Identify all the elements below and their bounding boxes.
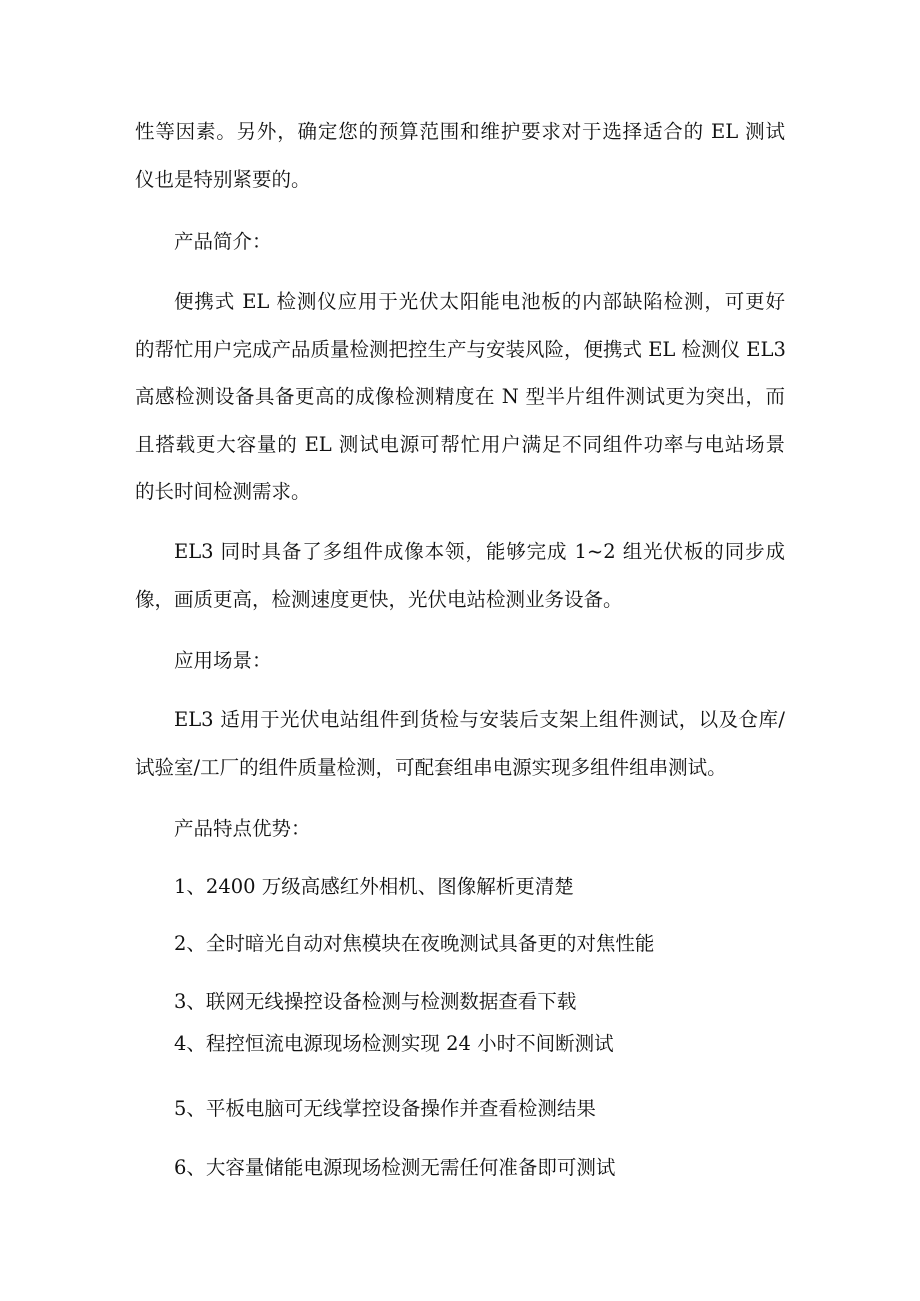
feature-item-1: 1、2400 万级高感红外相机、图像解析更清楚: [174, 875, 574, 898]
heading-features: 产品特点优势：: [174, 817, 311, 840]
feature-item-2: 2、全时暗光自动对焦模块在夜晚测试具备更的对焦性能: [174, 932, 655, 955]
paragraph-scenarios-line-2: 试验室/工厂的组件质量检测，可配套组串电源实现多组件组串测试。: [135, 756, 727, 779]
feature-item-4: 4、程控恒流电源现场检测实现 24 小时不间断测试: [174, 1032, 614, 1055]
paragraph-product-intro-line-5: 的长时间检测需求。: [135, 480, 311, 503]
paragraph-product-intro-line-4: 且搭载更大容量的 EL 测试电源可帮忙用户满足不同组件功率与电站场景: [135, 433, 785, 456]
paragraph-product-intro-line-1: 便携式 EL 检测仪应用于光伏太阳能电池板的内部缺陷检测，可更好: [174, 290, 785, 313]
heading-scenarios: 应用场景：: [174, 649, 272, 672]
feature-item-5: 5、平板电脑可无线掌控设备操作并查看检测结果: [174, 1097, 596, 1120]
paragraph-scenarios-line-1: EL3 适用于光伏电站组件到货检与安装后支架上组件测试，以及仓库/: [174, 708, 785, 731]
feature-item-3: 3、联网无线操控设备检测与检测数据查看下载: [174, 990, 577, 1013]
feature-item-6: 6、大容量储能电源现场检测无需任何准备即可测试: [174, 1156, 616, 1179]
paragraph-intro-line-1: 性等因素。另外，确定您的预算范围和维护要求对于选择适合的 EL 测试: [135, 120, 785, 143]
paragraph-product-intro-line-3: 高感检测设备具备更高的成像检测精度在 N 型半片组件测试更为突出，而: [135, 385, 785, 408]
paragraph-multi-imaging-line-2: 像，画质更高，检测速度更快，光伏电站检测业务设备。: [135, 588, 623, 611]
heading-product-intro: 产品简介：: [174, 230, 272, 253]
paragraph-intro-line-2: 仪也是特别紧要的。: [135, 168, 311, 191]
paragraph-multi-imaging-line-1: EL3 同时具备了多组件成像本领，能够完成 1~2 组光伏板的同步成: [174, 540, 785, 563]
paragraph-product-intro-line-2: 的帮忙用户完成产品质量检测把控生产与安装风险，便携式 EL 检测仪 EL3: [135, 338, 786, 361]
